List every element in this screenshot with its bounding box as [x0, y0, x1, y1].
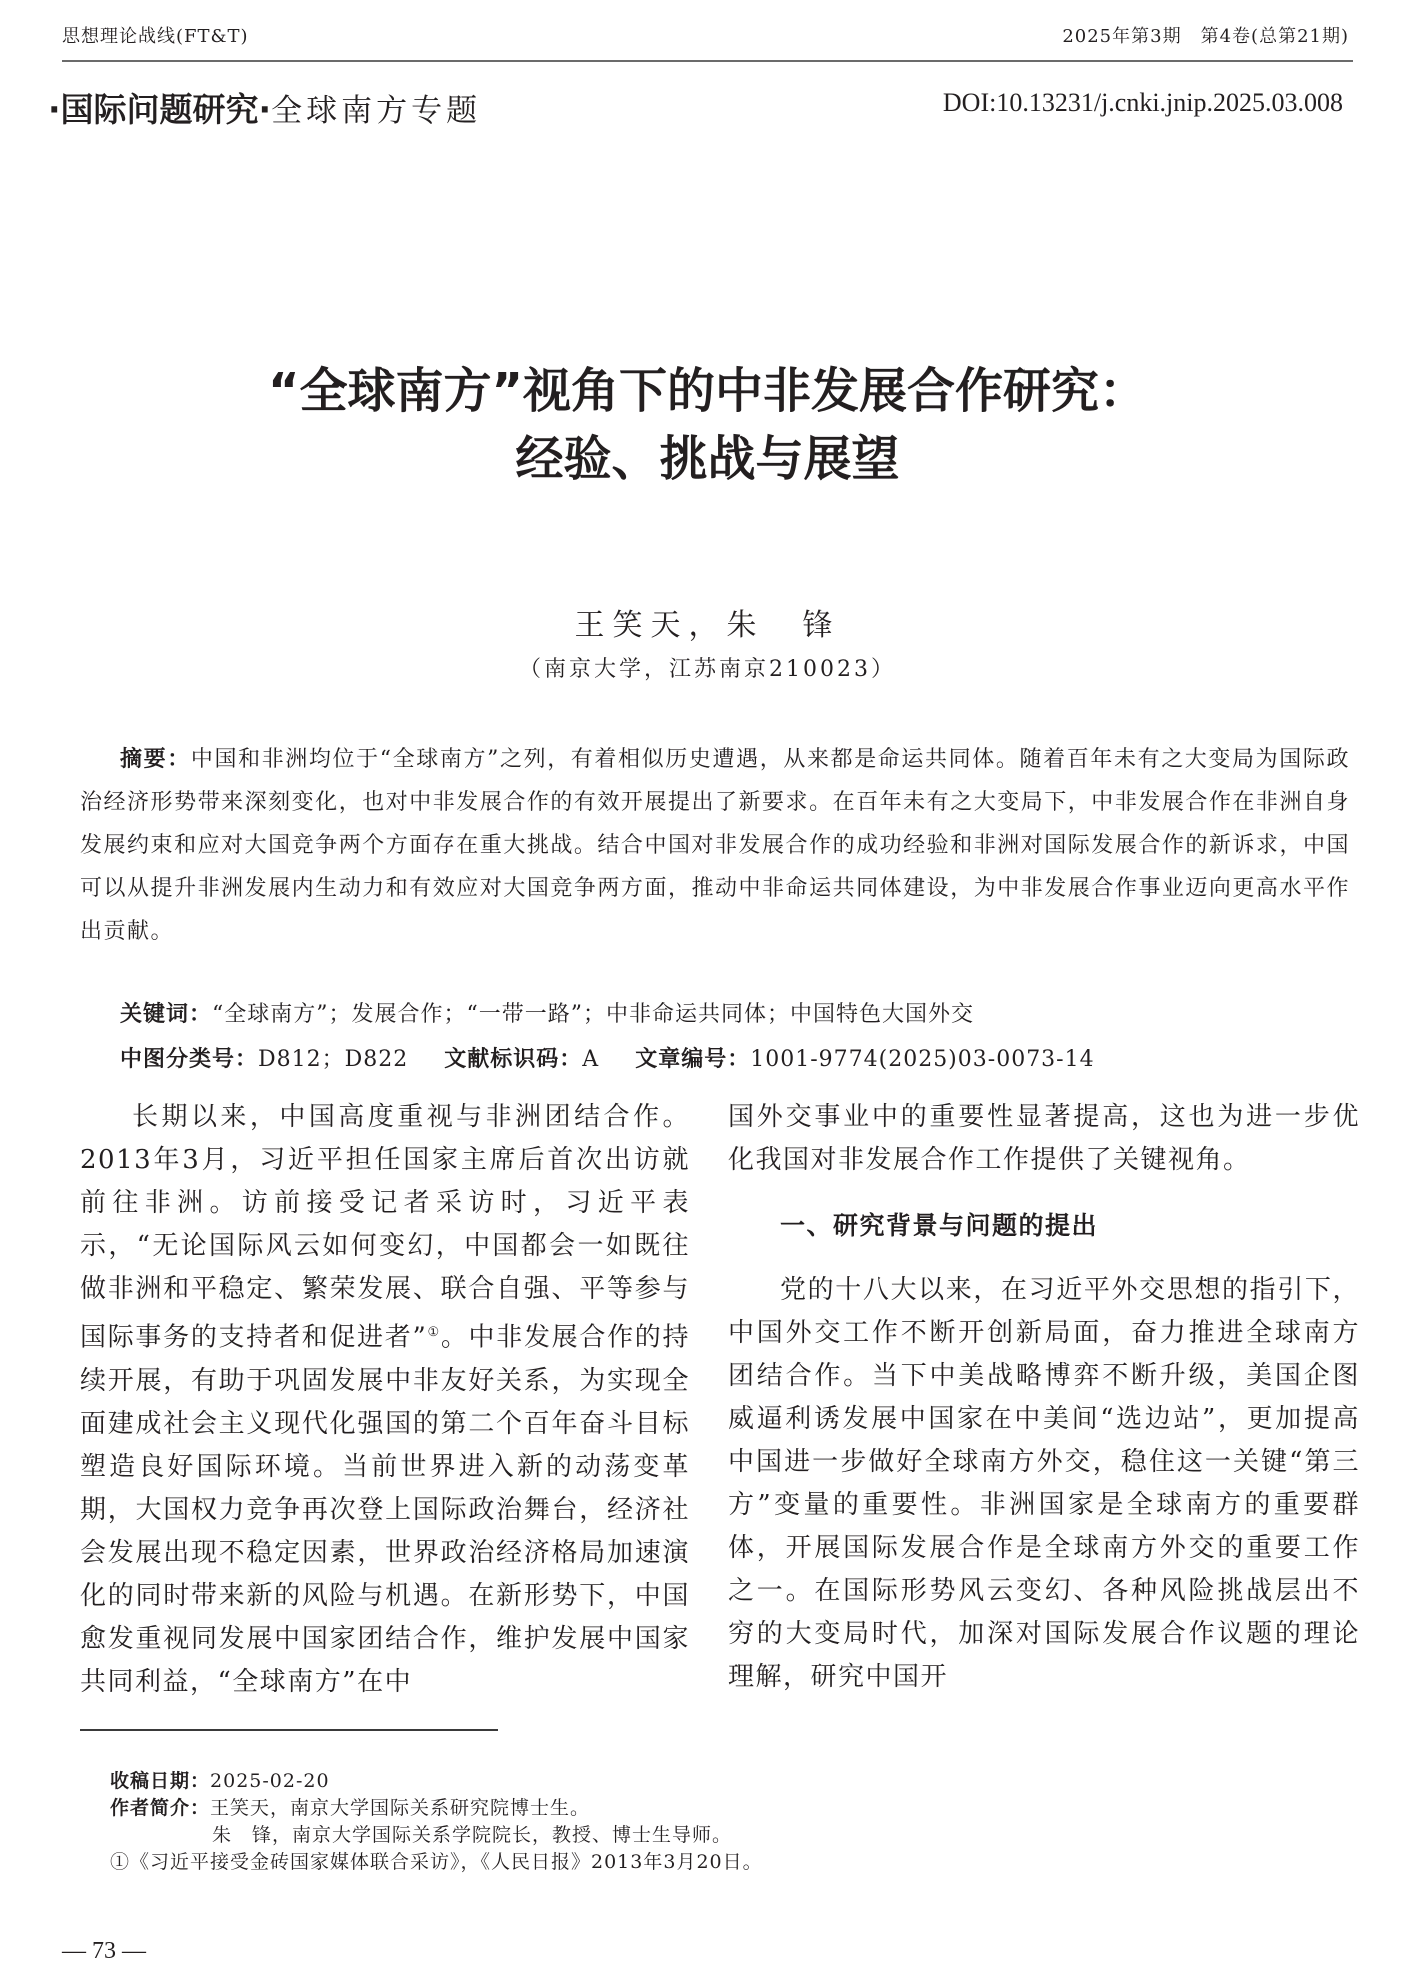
abstract-label: 摘要：	[120, 747, 191, 772]
issue-info: 2025年第3期 第4卷(总第21期)	[1062, 26, 1349, 47]
footnote-ref[interactable]: ①	[427, 1325, 441, 1340]
doc-code-label: 文献标识码：	[444, 1047, 583, 1072]
affiliation: （南京大学，江苏南京210023）	[519, 657, 896, 682]
article-no-value: 1001-9774(2025)03-0073-14	[750, 1047, 1095, 1072]
received-date: 收稿日期：2025-02-20	[110, 1770, 330, 1792]
footnote-1: ①《习近平接受金砖国家媒体联合采访》，《人民日报》2013年3月20日。	[110, 1851, 763, 1873]
authors: 王笑天，朱 锋	[574, 608, 841, 643]
clc-label: 中图分类号：	[120, 1047, 259, 1072]
section-name: ·国际问题研究·	[48, 90, 272, 129]
keywords-text: “全球南方”；发展合作；“一带一路”；中非命运共同体；中国特色大国外交	[212, 1002, 975, 1027]
abstract	[80, 738, 1350, 953]
abstract-text: 中国和非洲均位于“全球南方”之列，有着相似历史遭遇，从来都是命运共同体。随着百年未有之大变局为国际政治经济形势带来深刻变化，也对中非发展合作的有效开展提出了新要求。在百年未有之大变局下，中非发展合作在非洲自身发展约束和应对大国竞争两个方面存在重大挑战。结合中国对非发展合作的成功经验和非洲对国际发展合作的新诉求，中国可以从提升非洲发展内生动力和有效应对大国竞争两方面，推动中非命运共同体建设，为中非发展合作事业迈向更高水平作出贡献。	[80, 747, 1350, 944]
special-topic: 全球南方专题	[271, 93, 482, 129]
author-bio: 作者简介：王笑天，南京大学国际关系研究院博士生。	[110, 1797, 591, 1819]
body-paragraph: 国外交事业中的重要性显著提高，这也为进一步优化我国对非发展合作工作提供了关键视角。	[728, 1102, 1360, 1175]
journal-name: 思想理论战线(FT&T)	[62, 26, 249, 47]
body-column-left	[80, 1096, 690, 1704]
keywords-label: 关键词：	[120, 1002, 213, 1027]
footnote-divider	[80, 1729, 498, 1731]
page-number: — 73 —	[62, 1938, 146, 1964]
section-label	[48, 84, 481, 131]
body-paragraph: 长期以来，中国高度重视与非洲团结合作。2013年3月，习近平担任国家主席后首次出访就前往非洲。访前接受记者采访时，习近平表示，“无论国际风云如何变幻，中国都会一如既往做非洲和平稳定、繁荣发展、联合自强、平等参与国际事务的支持者和促进者”①。中非发展合作的持续开展，有助于巩固发展中非友好关系，为实现全面建成社会主义现代化强国的第二个百年奋斗目标塑造良好国际环境。当前世界进入新的动荡变革期，大国权力竞争再次登上国际政治舞台，经济社会发展出现不稳定因素，世界政治经济格局加速演化的同时带来新的风险与机遇。在新形势下，中国愈发重视同发展中国家团结合作，维护发展中国家共同利益，“全球南方”在中	[80, 1102, 690, 1697]
doc-code-value: A	[582, 1047, 600, 1072]
author-bio-2: 朱 锋，南京大学国际关系学院院长，教授、博士生导师。	[212, 1824, 733, 1846]
title-line-2: 经验、挑战与展望	[515, 431, 900, 487]
title-line-1: “全球南方”视角下的中非发展合作研究：	[267, 363, 1148, 419]
clc-value: D812；D822	[258, 1047, 409, 1072]
article-no-label: 文章编号：	[635, 1047, 751, 1072]
doi: DOI:10.13231/j.cnki.jnip.2025.03.008	[942, 88, 1343, 117]
body-paragraph: 党的十八大以来，在习近平外交思想的指引下，中国外交工作不断开创新局面，奋力推进全球南方团结合作。当下中美战略博弈不断升级，美国企图威逼利诱发展中国家在中美间“选边站”，更加提高中国进一步做好全球南方外交，稳住这一关键“第三方”变量的重要性。非洲国家是全球南方的重要群体，开展国际发展合作是全球南方外交的重要工作之一。在国际形势风云变幻、各种风险挑战层出不穷的大变局时代，加深对国际发展合作议题的理论理解，研究中国开	[728, 1275, 1360, 1692]
body-column-right	[728, 1096, 1360, 1699]
footnotes	[110, 1768, 763, 1876]
header-divider	[62, 60, 1353, 62]
section-heading: 一、研究背景与问题的提出	[780, 1211, 1099, 1240]
keywords	[120, 997, 974, 1028]
article-title	[0, 357, 1415, 493]
classification	[120, 1042, 1095, 1073]
